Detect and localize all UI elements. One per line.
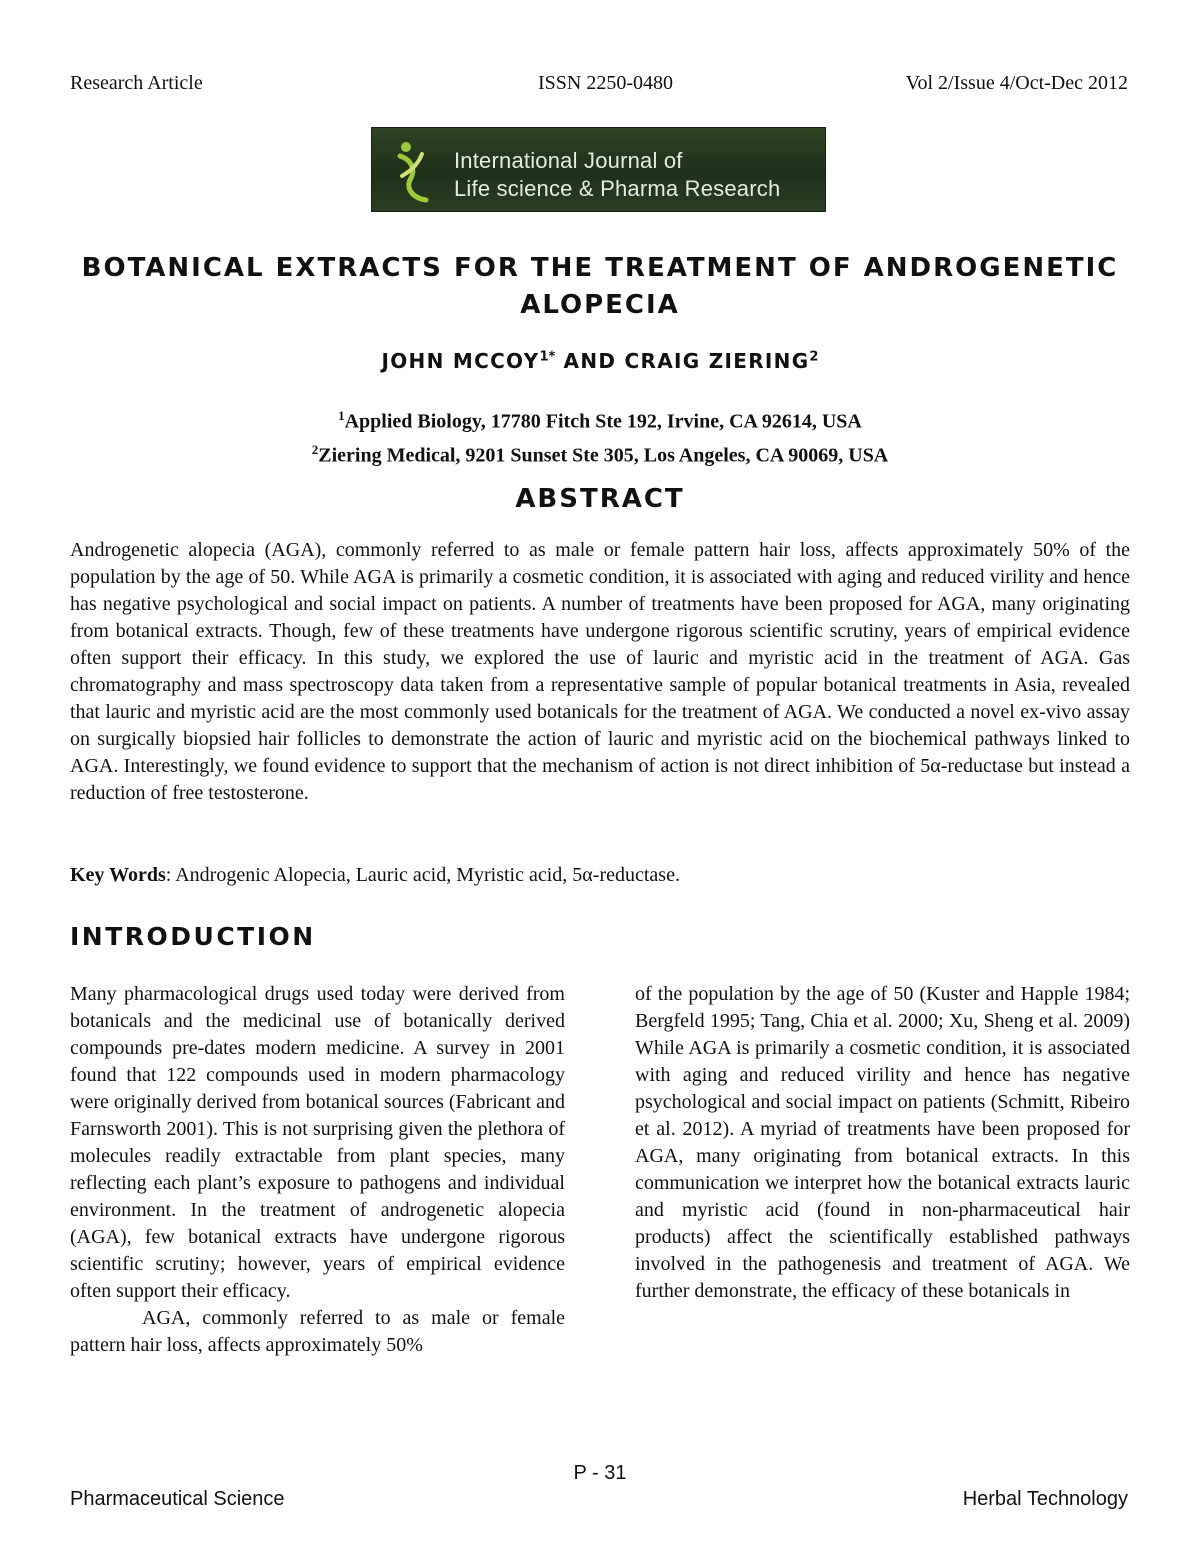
- introduction-heading: INTRODUCTION: [70, 922, 316, 951]
- footer-section: Pharmaceutical Science: [70, 1488, 285, 1510]
- affiliation-2-marker: 2: [311, 441, 319, 457]
- affiliation-2: [60, 436, 1140, 470]
- issn: ISSN 2250-0480: [538, 72, 674, 94]
- author-joiner: AND: [555, 349, 625, 373]
- footer-category: Herbal Technology: [962, 1488, 1128, 1510]
- abstract-heading: ABSTRACT: [515, 484, 685, 514]
- logo-line-1: International Journal of: [454, 148, 683, 173]
- keywords-label: Key Words: [70, 864, 166, 886]
- author-2-marker: 2: [809, 349, 819, 365]
- affiliation-1-text: Applied Biology, 17780 Fitch Ste 192, Irvine, CA 92614, USA: [344, 410, 862, 433]
- affiliations: [60, 402, 1140, 469]
- keywords: [70, 862, 1130, 889]
- intro-paragraph-1: Many pharmacological drugs used today were derived from botanicals and the medicinal use of botanically derived compounds pre-dates modern medicine. A survey in 2001 found that 122 compounds used in modern pharmacology were originally derived from botanical sources (Fabricant and Farnsworth 2001). This is not surprising given the plethora of molecules readily extractable from plant species, many reflecting each plant’s exposure to pathogens and individual environment. In the treatment of androgenetic alopecia (AGA), few botanical extracts have undergone rigorous scientific scrutiny; however, years of empirical evidence often support their efficacy.: [70, 983, 565, 1302]
- affiliation-1-marker: 1: [338, 408, 345, 423]
- affiliation-1: [60, 402, 1140, 436]
- keywords-text: : Androgenic Alopecia, Lauric acid, Myristic acid, 5α-reductase.: [165, 864, 680, 886]
- article-type: Research Article: [70, 72, 203, 94]
- author-1-marker: 1*: [539, 349, 556, 365]
- intro-right-column: [635, 981, 1130, 1305]
- intro-paragraph-2: AGA, commonly referred to as male or female pattern hair loss, affects approximately 50%: [70, 1307, 565, 1356]
- author-2: CRAIG ZIERING: [624, 349, 810, 373]
- intro-left-column: [70, 981, 565, 1359]
- runner-figure-icon: [392, 140, 440, 204]
- logo-line-2: Life science & Pharma Research: [454, 176, 781, 201]
- author-1: JOHN MCCOY: [381, 349, 540, 373]
- affiliation-2-text: Ziering Medical, 9201 Sunset Ste 305, Los Angeles, CA 90069, USA: [318, 444, 889, 467]
- abstract-body: Androgenetic alopecia (AGA), commonly referred to as male or female pattern hair loss, affects approximately 50% of the population by the age of 50. While AGA is primarily a cosmetic condition, it is associated with aging and reduced virility and hence has negative psychological and social impact on patients. A number of treatments have been proposed for AGA, many originating from botanical extracts. Though, few of these treatments have undergone rigorous scientific scrutiny, years of empirical evidence often support their efficacy. In this study, we explored the use of lauric and myristic acid in the treatment of AGA. Gas chromatography and mass spectroscopy data taken from a representative sample of popular botanical treatments in Asia, revealed that lauric and myristic acid are the most commonly used botanicals for the treatment of AGA. We conducted a novel ex-vivo assay on surgically biopsied hair follicles to demonstrate the action of lauric and myristic acid on the biochemical pathways linked to AGA. Interestingly, we found evidence to support that the mechanism of action is not direct inhibition of 5α-reductase but instead a reduction of free testosterone.: [70, 539, 1130, 804]
- page-number: P - 31: [573, 1462, 627, 1484]
- journal-logo: [371, 127, 826, 212]
- author-list: [60, 349, 1140, 373]
- volume-issue: Vol 2/Issue 4/Oct-Dec 2012: [905, 72, 1128, 94]
- running-header: [70, 72, 1128, 100]
- paper-title: BOTANICAL EXTRACTS FOR THE TREATMENT OF ANDROGENETIC ALOPECIA: [81, 253, 1119, 320]
- intro-paragraph-2-continued: of the population by the age of 50 (Kuster and Happle 1984; Bergfeld 1995; Tang, Chia et al. 2000; Xu, Sheng et al. 2009) While AGA is primarily a cosmetic condition, it is associated with aging and reduced virility and hence has negative psychological and social impact on patients (Schmitt, Ribeiro et al. 2012). A myriad of treatments have been proposed for AGA, many originating from botanical extracts. In this communication we interpret how the botanical extracts lauric and myristic acid (found in non-pharmaceutical hair products) affect the scientifically established pathways involved in the pathogenesis and treatment of AGA. We further demonstrate, the efficacy of these botanicals in: [635, 983, 1130, 1302]
